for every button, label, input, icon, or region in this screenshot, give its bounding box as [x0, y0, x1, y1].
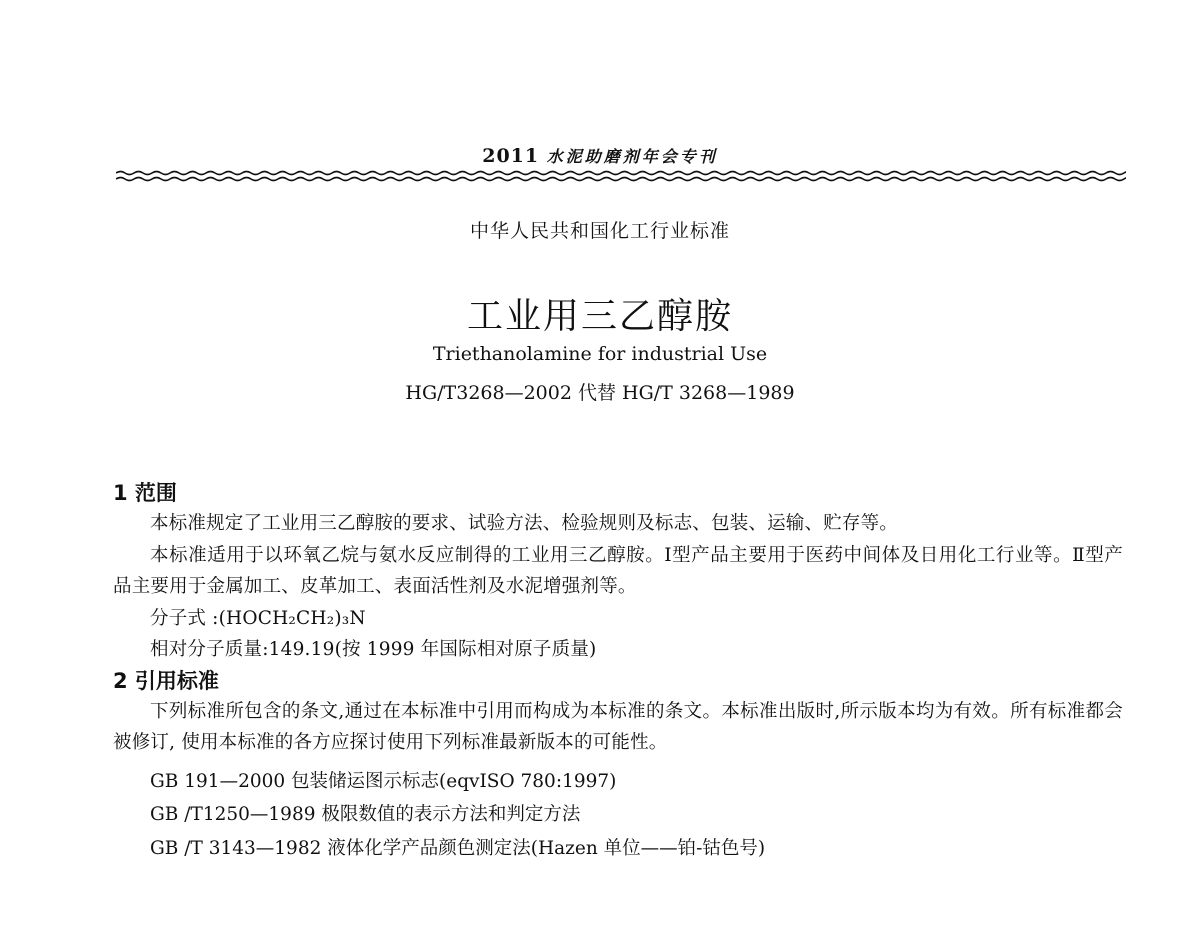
- formula-value: (HOCH₂CH₂)₃N: [218, 607, 366, 629]
- reference-item: GB /T1250—1989 极限数值的表示方法和判定方法: [150, 804, 581, 825]
- section-heading-references: 2 引用标准: [113, 668, 219, 693]
- section-heading-scope: 1 范围: [113, 481, 177, 505]
- references-intro: 下列标准所包含的条文,通过在本标准中引用而构成为本标准的条文。本标准出版时,所示版本均为有效。所有标准都会被修订, 使用本标准的各方应探讨使用下列标准最新版本的可能性。: [113, 700, 1123, 753]
- reference-list: [113, 765, 1123, 866]
- header-journal: 水泥助磨剂年会专刊: [546, 147, 718, 166]
- reference-item: GB /T 3143—1982 液体化学产品颜色测定法(Hazen 单位——铂-钴色号): [150, 837, 766, 859]
- formula-label: 分子式 :: [150, 607, 219, 629]
- document-title: 工业用三乙醇胺: [466, 296, 733, 337]
- wavy-divider: [116, 168, 1126, 184]
- issuer: 中华人民共和国化工行业标准: [469, 220, 730, 242]
- english-title: Triethanolamine for industrial Use: [432, 343, 768, 365]
- body-content: [113, 478, 1123, 865]
- reference-item: GB 191—2000 包装储运图示标志(eqvISO 780:1997): [150, 770, 617, 792]
- molecular-mass: 相对分子质量:149.19(按 1999 年国际相对原子质量): [150, 639, 597, 660]
- molecular-formula: [113, 603, 1123, 635]
- standard-number: HG/T3268—2002 代替 HG/T 3268—1989: [405, 382, 795, 404]
- header-year: 2011: [482, 145, 540, 167]
- running-header: [0, 144, 1200, 167]
- scope-paragraph-2: 本标准适用于以环氧乙烷与氨水反应制得的工业用三乙醇胺。Ⅰ型产品主要用于医药中间体及日用化工行业等。Ⅱ型产品主要用于金属加工、皮革加工、表面活性剂及水泥增强剂等。: [113, 544, 1123, 597]
- scope-paragraph-1: 本标准规定了工业用三乙醇胺的要求、试验方法、检验规则及标志、包装、运输、贮存等。: [150, 513, 899, 534]
